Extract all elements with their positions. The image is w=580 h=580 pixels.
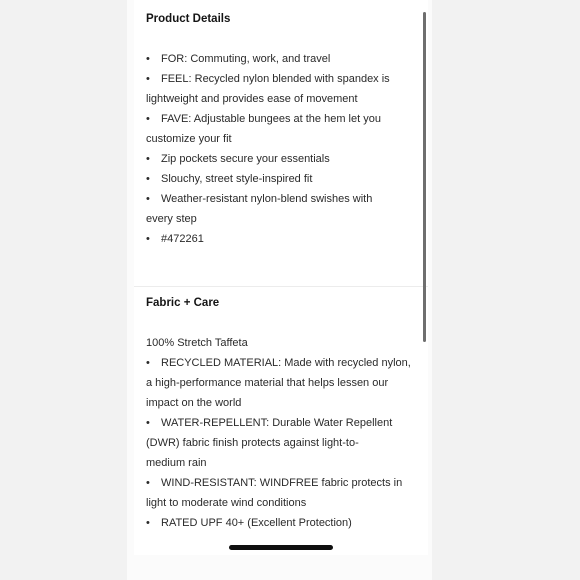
bullet: • — [146, 477, 150, 489]
bullet: • — [146, 113, 150, 125]
list-item-text: RECYCLED MATERIAL: Made with recycled nylon, — [161, 357, 411, 369]
list-item-text: WIND-RESISTANT: WINDFREE fabric protects in — [161, 477, 403, 489]
bullet: • — [146, 517, 150, 529]
bullet: • — [146, 153, 150, 165]
list-item — [146, 192, 372, 206]
fabric-care-heading: Fabric + Care — [146, 297, 220, 309]
list-item-continuation: (DWR) fabric finish protects against light-to- — [146, 437, 359, 449]
home-indicator[interactable] — [229, 545, 333, 550]
list-item — [146, 476, 402, 490]
list-item — [146, 112, 381, 126]
bullet: • — [146, 193, 150, 205]
list-item-continuation: impact on the world — [146, 397, 242, 409]
fabric-composition: 100% Stretch Taffeta — [146, 337, 248, 349]
list-item-text: FAVE: Adjustable bungees at the hem let you — [161, 113, 381, 125]
list-item-text: Weather-resistant nylon-blend swishes with — [161, 193, 373, 205]
list-item — [146, 232, 204, 246]
list-item — [146, 416, 392, 430]
list-item-text: RATED UPF 40+ (Excellent Protection) — [161, 517, 352, 529]
list-item-text: Slouchy, street style-inspired fit — [161, 173, 313, 185]
bullet: • — [146, 173, 150, 185]
list-item-continuation: a high-performance material that helps lessen our — [146, 377, 389, 389]
product-info-panel — [134, 0, 428, 555]
list-item-continuation: lightweight and provides ease of movement — [146, 93, 358, 105]
list-item-text: WATER-REPELLENT: Durable Water Repellent — [161, 417, 393, 429]
bullet: • — [146, 357, 150, 369]
list-item-continuation: customize your fit — [146, 133, 232, 145]
list-item — [146, 172, 312, 186]
bullet: • — [146, 417, 150, 429]
bullet: • — [146, 233, 150, 245]
bullet: • — [146, 73, 150, 85]
list-item-text: FOR: Commuting, work, and travel — [161, 53, 331, 65]
list-item-continuation: light to moderate wind conditions — [146, 497, 307, 509]
section-divider — [134, 286, 428, 287]
scrollbar-thumb[interactable] — [423, 12, 426, 342]
list-item-text: FEEL: Recycled nylon blended with spandex is — [161, 73, 390, 85]
list-item-text: Zip pockets secure your essentials — [161, 153, 330, 165]
list-item — [146, 356, 411, 370]
list-item — [146, 52, 330, 66]
bullet: • — [146, 53, 150, 65]
product-details-heading: Product Details — [146, 13, 231, 25]
list-item-continuation: every step — [146, 213, 197, 225]
list-item — [146, 152, 330, 166]
list-item-continuation: medium rain — [146, 457, 207, 469]
list-item — [146, 516, 352, 530]
style-number: #472261 — [161, 233, 204, 245]
list-item — [146, 72, 390, 86]
